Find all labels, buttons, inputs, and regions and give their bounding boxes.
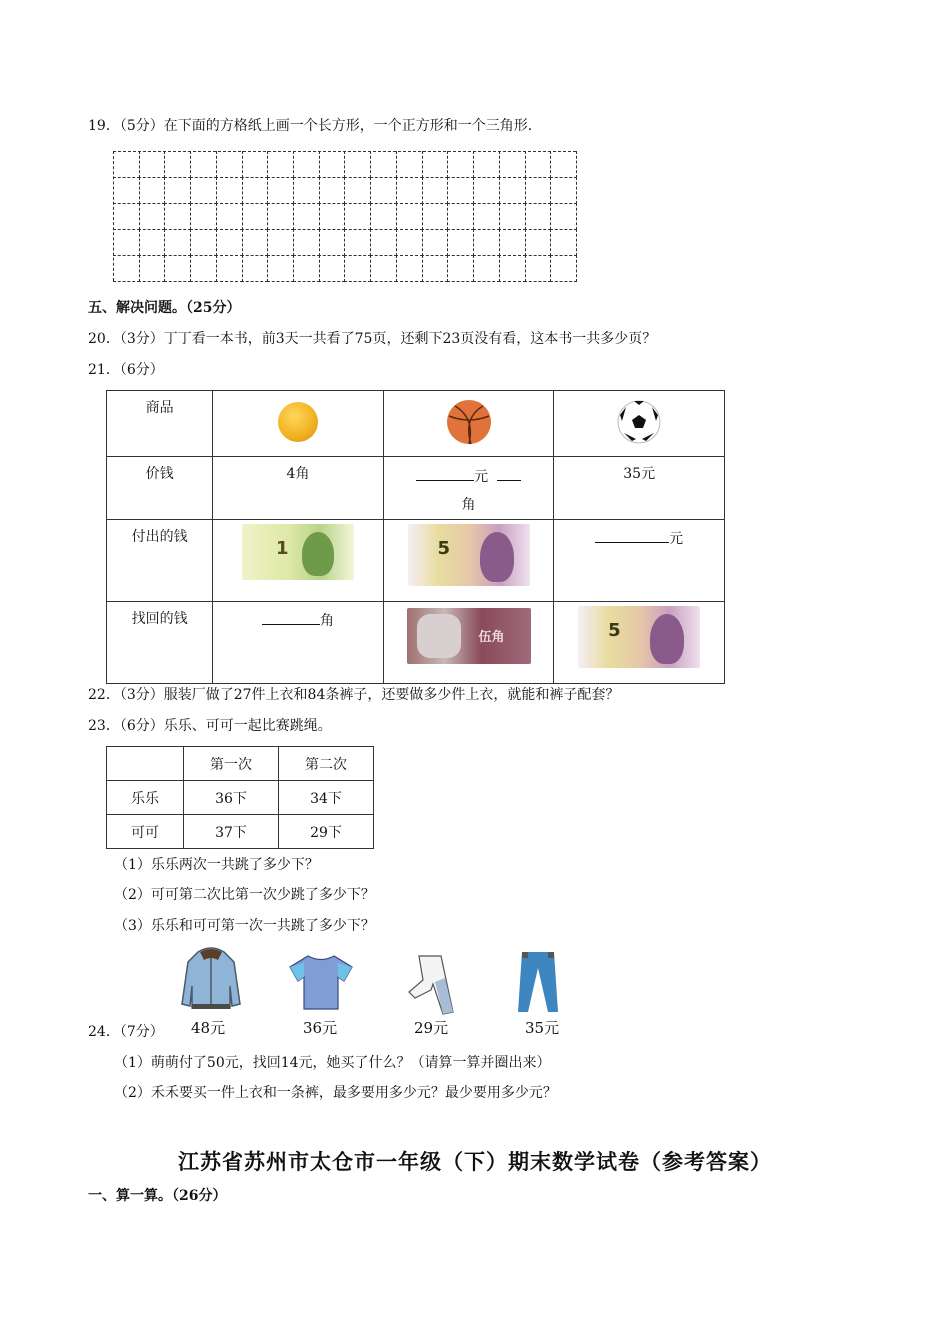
grid-cell[interactable] xyxy=(421,203,448,231)
grid-cell[interactable] xyxy=(370,203,397,231)
grid-cell[interactable] xyxy=(473,255,500,283)
grid-cell[interactable] xyxy=(524,151,551,179)
grid-cell[interactable] xyxy=(318,151,345,179)
t-shirt-icon xyxy=(288,953,354,1011)
grid-cell[interactable] xyxy=(473,151,500,179)
soccer-ball-icon xyxy=(616,399,662,445)
grid-cell[interactable] xyxy=(318,255,345,283)
one-yuan-banknote: 1 xyxy=(242,524,354,580)
white-pants-price: 29元 xyxy=(414,1019,449,1037)
soccer-paid-blank[interactable] xyxy=(595,528,669,543)
grid-cell[interactable] xyxy=(190,151,217,179)
header-first: 第一次 xyxy=(184,747,279,781)
grid-cell[interactable] xyxy=(113,151,140,179)
question-20: 20．（3分）丁丁看一本书，前3天一共看了75页，还剩下23页没有看，这本书一共多少页？ xyxy=(88,331,657,347)
grid-cell[interactable] xyxy=(267,177,294,205)
q24-sub-1: （1）萌萌付了50元，找回14元，她买了什么？（请算一算并圈出来） xyxy=(114,1055,551,1071)
basketball-jiao-blank[interactable] xyxy=(497,466,521,481)
jeans-icon xyxy=(516,950,560,1014)
grid-cell[interactable] xyxy=(215,151,242,179)
grid-cell[interactable] xyxy=(164,229,191,257)
question-24: 24．（7分） xyxy=(88,1024,164,1040)
grid-cell[interactable] xyxy=(370,177,397,205)
row-lele: 乐乐 xyxy=(107,781,184,815)
grid-cell[interactable] xyxy=(113,229,140,257)
grid-cell[interactable] xyxy=(421,255,448,283)
grid-cell[interactable] xyxy=(498,255,525,283)
grid-cell[interactable] xyxy=(293,177,320,205)
grid-cell[interactable] xyxy=(113,177,140,205)
grid-cell[interactable] xyxy=(190,203,217,231)
ping-pong-ball-icon xyxy=(278,402,318,442)
question-23: 23．（6分）乐乐、可可一起比赛跳绳。 xyxy=(88,718,332,734)
grid-cell[interactable] xyxy=(241,203,268,231)
grid-cell[interactable] xyxy=(138,255,165,283)
grid-cell[interactable] xyxy=(370,229,397,257)
section-5-heading: 五、解决问题。（25分） xyxy=(88,300,241,316)
grid-cell[interactable] xyxy=(447,203,474,231)
grid-cell[interactable] xyxy=(344,229,371,257)
grid-cell[interactable] xyxy=(138,177,165,205)
grid-cell[interactable] xyxy=(113,203,140,231)
five-yuan-banknote: 5 xyxy=(408,524,530,586)
q24-sub-2: （2）禾禾要买一件上衣和一条裤，最多要用多少元？最少要用多少元？ xyxy=(114,1085,557,1101)
grid-cell[interactable] xyxy=(164,151,191,179)
grid-cell[interactable] xyxy=(241,255,268,283)
grid-cell[interactable] xyxy=(318,177,345,205)
q23-sub-3: （3）乐乐和可可第一次一共跳了多少下？ xyxy=(114,918,375,934)
grid-cell[interactable] xyxy=(395,255,422,283)
five-yuan-banknote-change: 5 xyxy=(578,606,700,668)
grid-cell[interactable] xyxy=(164,203,191,231)
grid-cell[interactable] xyxy=(190,177,217,205)
question-21: 21．（6分） xyxy=(88,362,164,378)
grid-cell[interactable] xyxy=(344,203,371,231)
grid-paper[interactable] xyxy=(113,151,576,281)
grid-cell[interactable] xyxy=(498,151,525,179)
grid-cell[interactable] xyxy=(447,229,474,257)
jump-rope-table: 第一次 第二次 乐乐 36下 34下 可可 37下 29下 xyxy=(106,746,374,849)
price-ping-pong: 4角 xyxy=(213,457,384,520)
grid-cell[interactable] xyxy=(318,229,345,257)
grid-cell[interactable] xyxy=(524,177,551,205)
grid-cell[interactable] xyxy=(113,255,140,283)
grid-cell[interactable] xyxy=(164,177,191,205)
grid-cell[interactable] xyxy=(190,255,217,283)
grid-cell[interactable] xyxy=(395,229,422,257)
row-label-price: 价钱 xyxy=(107,457,213,520)
answer-section-1-heading: 一、算一算。（26分） xyxy=(88,1188,227,1204)
grid-cell[interactable] xyxy=(550,255,577,283)
grid-cell[interactable] xyxy=(447,255,474,283)
grid-cell[interactable] xyxy=(190,229,217,257)
grid-cell[interactable] xyxy=(524,203,551,231)
row-keke: 可可 xyxy=(107,815,184,849)
jacket-icon xyxy=(180,946,242,1012)
row-label-goods: 商品 xyxy=(107,391,213,457)
grid-cell[interactable] xyxy=(421,151,448,179)
grid-cell[interactable] xyxy=(447,151,474,179)
grid-cell[interactable] xyxy=(550,177,577,205)
grid-cell[interactable] xyxy=(498,229,525,257)
grid-cell[interactable] xyxy=(370,151,397,179)
question-22: 22．（3分）服装厂做了27件上衣和84条裤子，还要做多少件上衣，就能和裤子配套？ xyxy=(88,687,620,703)
price-soccer: 35元 xyxy=(554,457,725,520)
q23-sub-1: （1）乐乐两次一共跳了多少下？ xyxy=(114,857,319,873)
grid-cell[interactable] xyxy=(138,151,165,179)
row-label-change: 找回的钱 xyxy=(107,602,213,684)
grid-cell[interactable] xyxy=(498,177,525,205)
grid-cell[interactable] xyxy=(318,203,345,231)
row-label-paid: 付出的钱 xyxy=(107,520,213,602)
grid-cell[interactable] xyxy=(421,229,448,257)
q23-sub-2: （2）可可第二次比第一次少跳了多少下？ xyxy=(114,887,375,903)
grid-cell[interactable] xyxy=(550,229,577,257)
grid-cell[interactable] xyxy=(473,203,500,231)
grid-cell[interactable] xyxy=(293,151,320,179)
grid-cell[interactable] xyxy=(164,255,191,283)
grid-cell[interactable] xyxy=(241,151,268,179)
grid-cell[interactable] xyxy=(524,255,551,283)
answer-key-title: 江苏省苏州市太仓市一年级（下）期末数学试卷（参考答案） xyxy=(178,1149,772,1174)
grid-cell[interactable] xyxy=(215,203,242,231)
grid-cell[interactable] xyxy=(138,229,165,257)
grid-cell[interactable] xyxy=(293,255,320,283)
five-jiao-banknote: 伍角 xyxy=(407,608,531,664)
grid-cell[interactable] xyxy=(473,177,500,205)
grid-cell[interactable] xyxy=(241,229,268,257)
grid-cell[interactable] xyxy=(293,203,320,231)
grid-cell[interactable] xyxy=(473,229,500,257)
ping-pong-change-blank[interactable] xyxy=(262,610,320,625)
t-shirt-price: 36元 xyxy=(303,1019,338,1037)
grid-cell[interactable] xyxy=(241,177,268,205)
grid-cell[interactable] xyxy=(344,151,371,179)
grid-cell[interactable] xyxy=(267,229,294,257)
grid-cell[interactable] xyxy=(370,255,397,283)
grid-cell[interactable] xyxy=(524,229,551,257)
grid-cell[interactable] xyxy=(395,203,422,231)
basketball-icon xyxy=(445,398,493,446)
grid-cell[interactable] xyxy=(267,255,294,283)
grid-cell[interactable] xyxy=(138,203,165,231)
white-pants-icon xyxy=(405,954,457,1016)
grid-cell[interactable] xyxy=(421,177,448,205)
grid-cell[interactable] xyxy=(215,229,242,257)
grid-cell[interactable] xyxy=(267,203,294,231)
price-table: 商品 价钱 4角 元 角 35元 付出的钱 1 5 元 找回的钱 角 伍角 5 xyxy=(106,390,725,684)
grid-cell[interactable] xyxy=(215,255,242,283)
basketball-yuan-blank[interactable] xyxy=(416,466,474,481)
header-second: 第二次 xyxy=(279,747,374,781)
grid-cell[interactable] xyxy=(498,203,525,231)
grid-cell[interactable] xyxy=(344,177,371,205)
jeans-price: 35元 xyxy=(525,1019,560,1037)
jacket-price: 48元 xyxy=(191,1019,226,1037)
grid-cell[interactable] xyxy=(550,151,577,179)
grid-cell[interactable] xyxy=(395,151,422,179)
grid-cell[interactable] xyxy=(344,255,371,283)
grid-cell[interactable] xyxy=(267,151,294,179)
grid-cell[interactable] xyxy=(550,203,577,231)
grid-cell[interactable] xyxy=(215,177,242,205)
grid-cell[interactable] xyxy=(293,229,320,257)
grid-cell[interactable] xyxy=(395,177,422,205)
question-19: 19．（5分）在下面的方格纸上画一个长方形，一个正方形和一个三角形． xyxy=(88,118,542,134)
grid-cell[interactable] xyxy=(447,177,474,205)
